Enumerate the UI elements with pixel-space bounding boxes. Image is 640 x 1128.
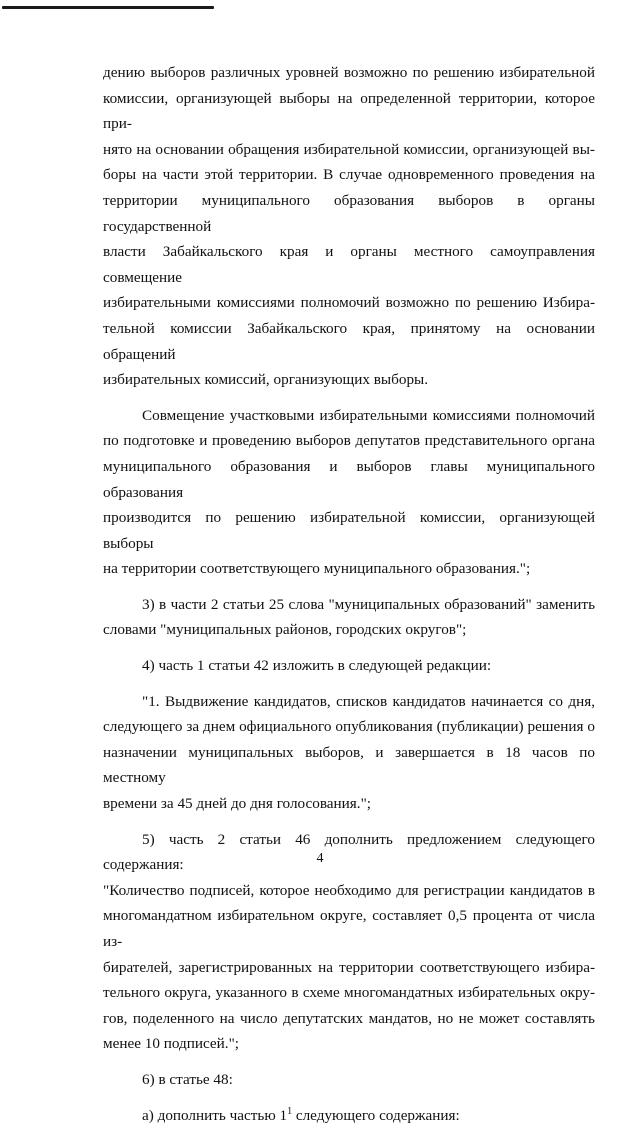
text-line: муниципального образования и выборов главы муниципального образования <box>103 457 595 501</box>
text-line: менее 10 подписей."; <box>103 1035 240 1053</box>
text-line: "1. Выдвижение кандидатов, списков кандидатов начинается со дня, <box>142 692 595 710</box>
text-line: дению выборов различных уровней возможно по решению избирательной <box>103 64 595 81</box>
paragraph <box>103 653 595 679</box>
text-line: тельной комиссии Забайкальского края, принятому на основании обращений <box>103 319 595 363</box>
superscript: 1 <box>287 1105 293 1117</box>
text-line: комиссии, организующей выборы на определенной территории, которое при- <box>103 89 595 133</box>
text-line: тельного округа, указанного в схеме многомандатных избирательных окру- <box>103 984 595 1002</box>
text-line: нято на основании обращения избирательной комиссии, организующей вы- <box>103 140 595 158</box>
text-line: производится по решению избирательной комиссии, организующей выборы <box>103 509 595 552</box>
page-number: 4 <box>316 851 324 866</box>
text-line: избирательными комиссиями полномочий возможно по решению Избира- <box>103 294 595 312</box>
text-line: многомандатном избирательном округе, составляет 0,5 процента от числа из- <box>103 907 595 950</box>
text-line: "Количество подписей, которое необходимо для регистрации кандидатов в <box>103 881 595 899</box>
text-line: 6) в статье 48: <box>142 1070 233 1088</box>
text-line: боры на части этой территории. В случае одновременного проведения на <box>103 166 595 184</box>
text-line: бирателей, зарегистрированных на территории соответствующего избира- <box>103 958 595 976</box>
paragraph <box>103 592 595 643</box>
scan-header-rule <box>2 6 214 9</box>
text-fragment: следующего содержания: <box>292 1106 460 1124</box>
text-line: назначении муниципальных выборов, и завершается в 18 часов по местному <box>103 743 595 787</box>
text-line: Совмещение участковыми избирательными комиссиями полномочий <box>142 406 595 424</box>
paragraph-gap <box>103 643 595 653</box>
text-line: следующего за днем официального опубликования (публикации) решения о <box>103 718 595 736</box>
text-line: времени за 45 дней до дня голосования."; <box>103 795 372 813</box>
text-line: 4) часть 1 статьи 42 изложить в следующей редакции: <box>142 657 492 675</box>
text-fragment: а) дополнить частью 1 <box>142 1106 288 1124</box>
paragraph <box>103 689 595 817</box>
paragraph-gap <box>103 817 595 827</box>
paragraph-gap <box>103 393 595 403</box>
paragraph <box>103 403 595 582</box>
paragraph <box>103 1103 595 1128</box>
text-line: 5) часть 2 статьи 46 дополнить предложением следующего содержания: <box>103 830 595 874</box>
text-line: гов, поделенного на число депутатских мандатов, но не может составлять <box>103 1009 595 1027</box>
paragraph-gap <box>103 679 595 689</box>
document-body <box>103 60 595 1128</box>
text-line: словами "муниципальных районов, городских округов"; <box>103 621 467 639</box>
paragraph <box>103 60 595 393</box>
text-line: территории муниципального образования выборов в органы государственной <box>103 191 595 235</box>
text-line: 3) в части 2 статьи 25 слова "муниципальных образований" заменить <box>142 595 595 613</box>
text-line: по подготовке и проведению выборов депутатов представительного органа <box>103 432 595 450</box>
text-line: власти Забайкальского края и органы местного самоуправления совмещение <box>103 243 595 286</box>
paragraph-gap <box>103 1057 595 1067</box>
paragraph-gap <box>103 1093 595 1103</box>
paragraph-gap <box>103 582 595 592</box>
text-line <box>103 1103 595 1128</box>
paragraph <box>103 1067 595 1093</box>
text-line: избирательных комиссий, организующих выборы. <box>103 371 429 389</box>
text-line: на территории соответствующего муниципального образования."; <box>103 560 531 578</box>
